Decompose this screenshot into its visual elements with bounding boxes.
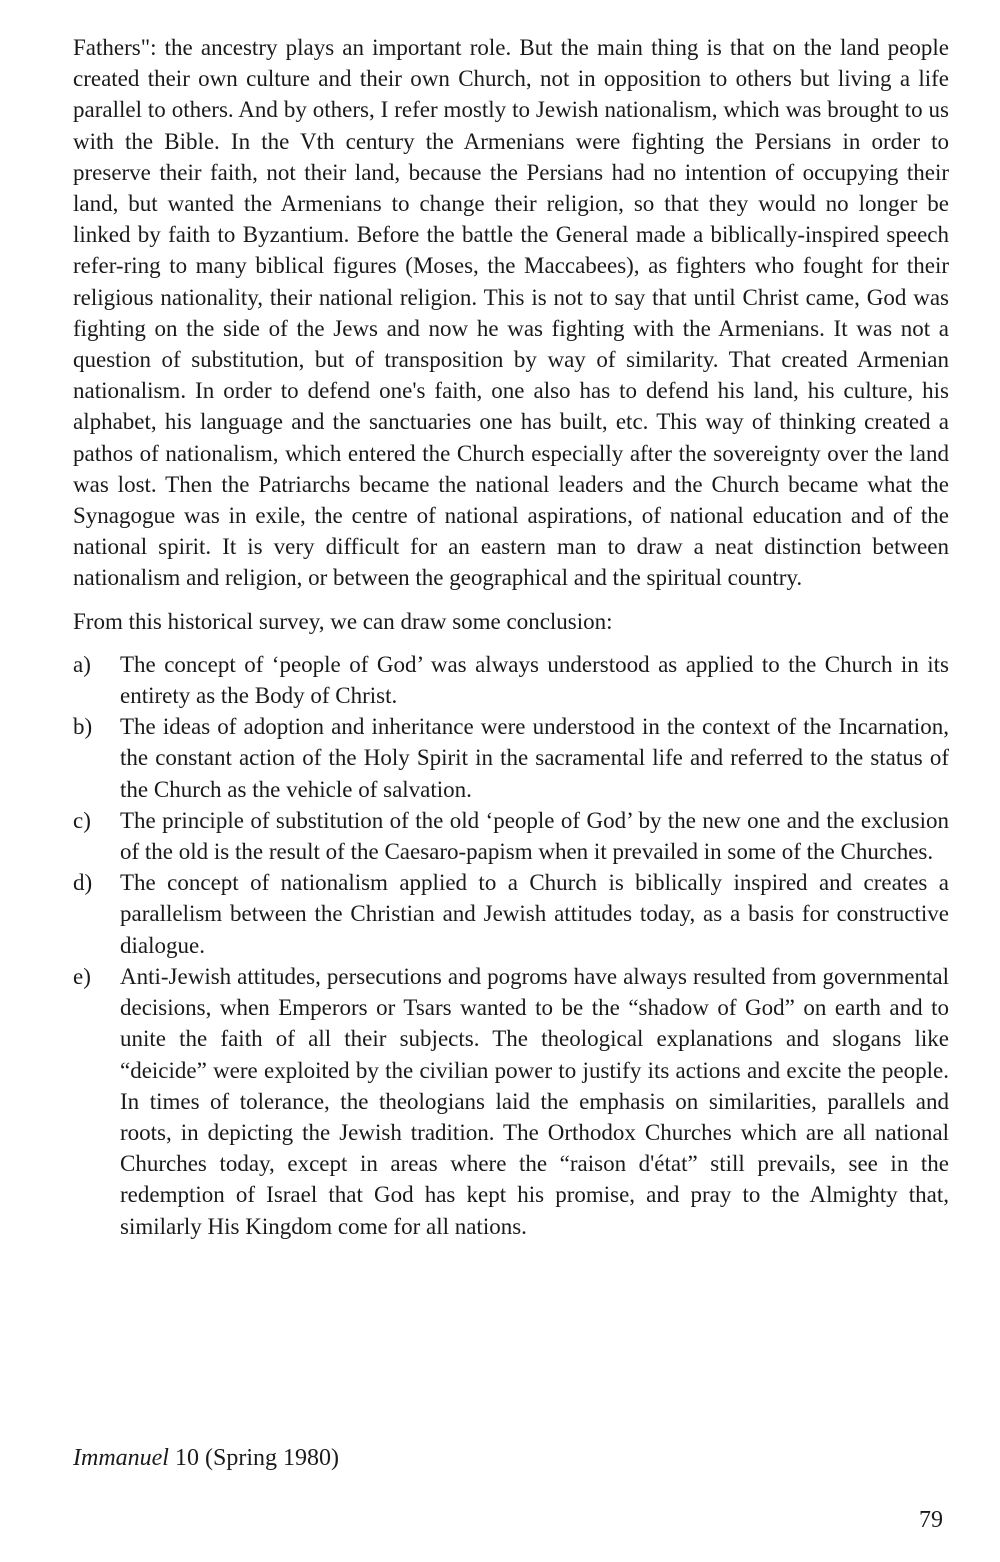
- list-marker: c): [73, 807, 91, 833]
- list-item: [73, 649, 949, 711]
- list-item: [73, 867, 949, 961]
- list-item: [73, 711, 949, 805]
- list-item-text: Anti-Jewish attitudes, persecutions and pogroms have always resulted from governmental decisions, when Emperors or Tsars wanted to be the “shadow of God” on earth and to unite the faith of all their subjects. The theological explanations and slogans like “deicide” were exploited by the civilian power to justify its actions and excite the people. In times of tolerance, the theologians laid the emphasis on similarities, parallels and roots, in depicting the Jewish tradition. The Orthodox Churches which are all national Churches today, except in areas where the “raison d'état” still prevails, see in the redemption of Israel that God has kept his promise, and pray to the Almighty that, similarly His Kingdom come for all nations.: [120, 963, 949, 1239]
- body-paragraph: Fathers": the ancestry plays an important role. But the main thing is that on the land people created their own culture and their own Church, not in opposition to others but living a life parallel to others. And by others, I refer mostly to Jewish nationalism, which was brought to us with the Bible. In the Vth century the Armenians were fighting the Persians in order to preserve their faith, not their land, because the Persians had no intention of occupying their land, but wanted the Armenians to change their religion, so that they would no longer be linked by faith to Byzantium. Before the battle the General made a biblically-inspired speech refer-ring to many biblical figures (Moses, the Maccabees), as fighters who fought for their religious nationality, their national religion. This is not to say that until Christ came, God was fighting on the side of the Jews and now he was fighting with the Armenians. It was not a question of substitution, but of transposition by way of similarity. That created Armenian nationalism. In order to defend one's faith, one also has to defend his land, his culture, his alphabet, his language and the sanctuaries one has built, etc. This way of thinking created a pathos of nationalism, which entered the Church especially after the sovereignty over the land was lost. Then the Patriarchs became the national leaders and the Church became what the Synagogue was in exile, the centre of national aspirations, of national education and of the national spirit. It is very difficult for an eastern man to draw a neat distinction between nationalism and religion, or between the geographical and the spiritual country.: [73, 35, 949, 591]
- list-item-text: The concept of ‘people of God’ was always understood as applied to the Church in its entirety as the Body of Christ.: [120, 651, 949, 709]
- list-marker: a): [73, 651, 91, 677]
- list-item-text: The ideas of adoption and inheritance were understood in the context of the Incarnation, the constant action of the Holy Spirit in the sacramental life and referred to the status of the Church as the vehicle of salvation.: [120, 714, 949, 802]
- conclusions-intro: From this historical survey, we can draw some conclusion:: [73, 608, 613, 634]
- journal-issue: 10 (Spring 1980): [174, 1445, 339, 1471]
- list-item-text: The concept of nationalism applied to a Church is biblically inspired and creates a parallelism between the Christian and Jewish attitudes today, as a basis for constructive dialogue.: [120, 870, 949, 958]
- journal-citation: [73, 1443, 339, 1473]
- list-item: [73, 961, 949, 1242]
- conclusions-list: [73, 649, 949, 1242]
- page-body: [73, 32, 949, 1242]
- page-number: 79: [919, 1507, 943, 1533]
- list-marker: b): [73, 714, 93, 740]
- list-item: [73, 805, 949, 867]
- list-marker: e): [73, 963, 91, 989]
- list-item-text: The principle of substitution of the old ‘people of God’ by the new one and the exclusion of the old is the result of the Caesaro-papism when it prevailed in some of the Churches.: [120, 807, 949, 865]
- journal-title: Immanuel: [73, 1445, 169, 1471]
- list-marker: d): [73, 870, 93, 896]
